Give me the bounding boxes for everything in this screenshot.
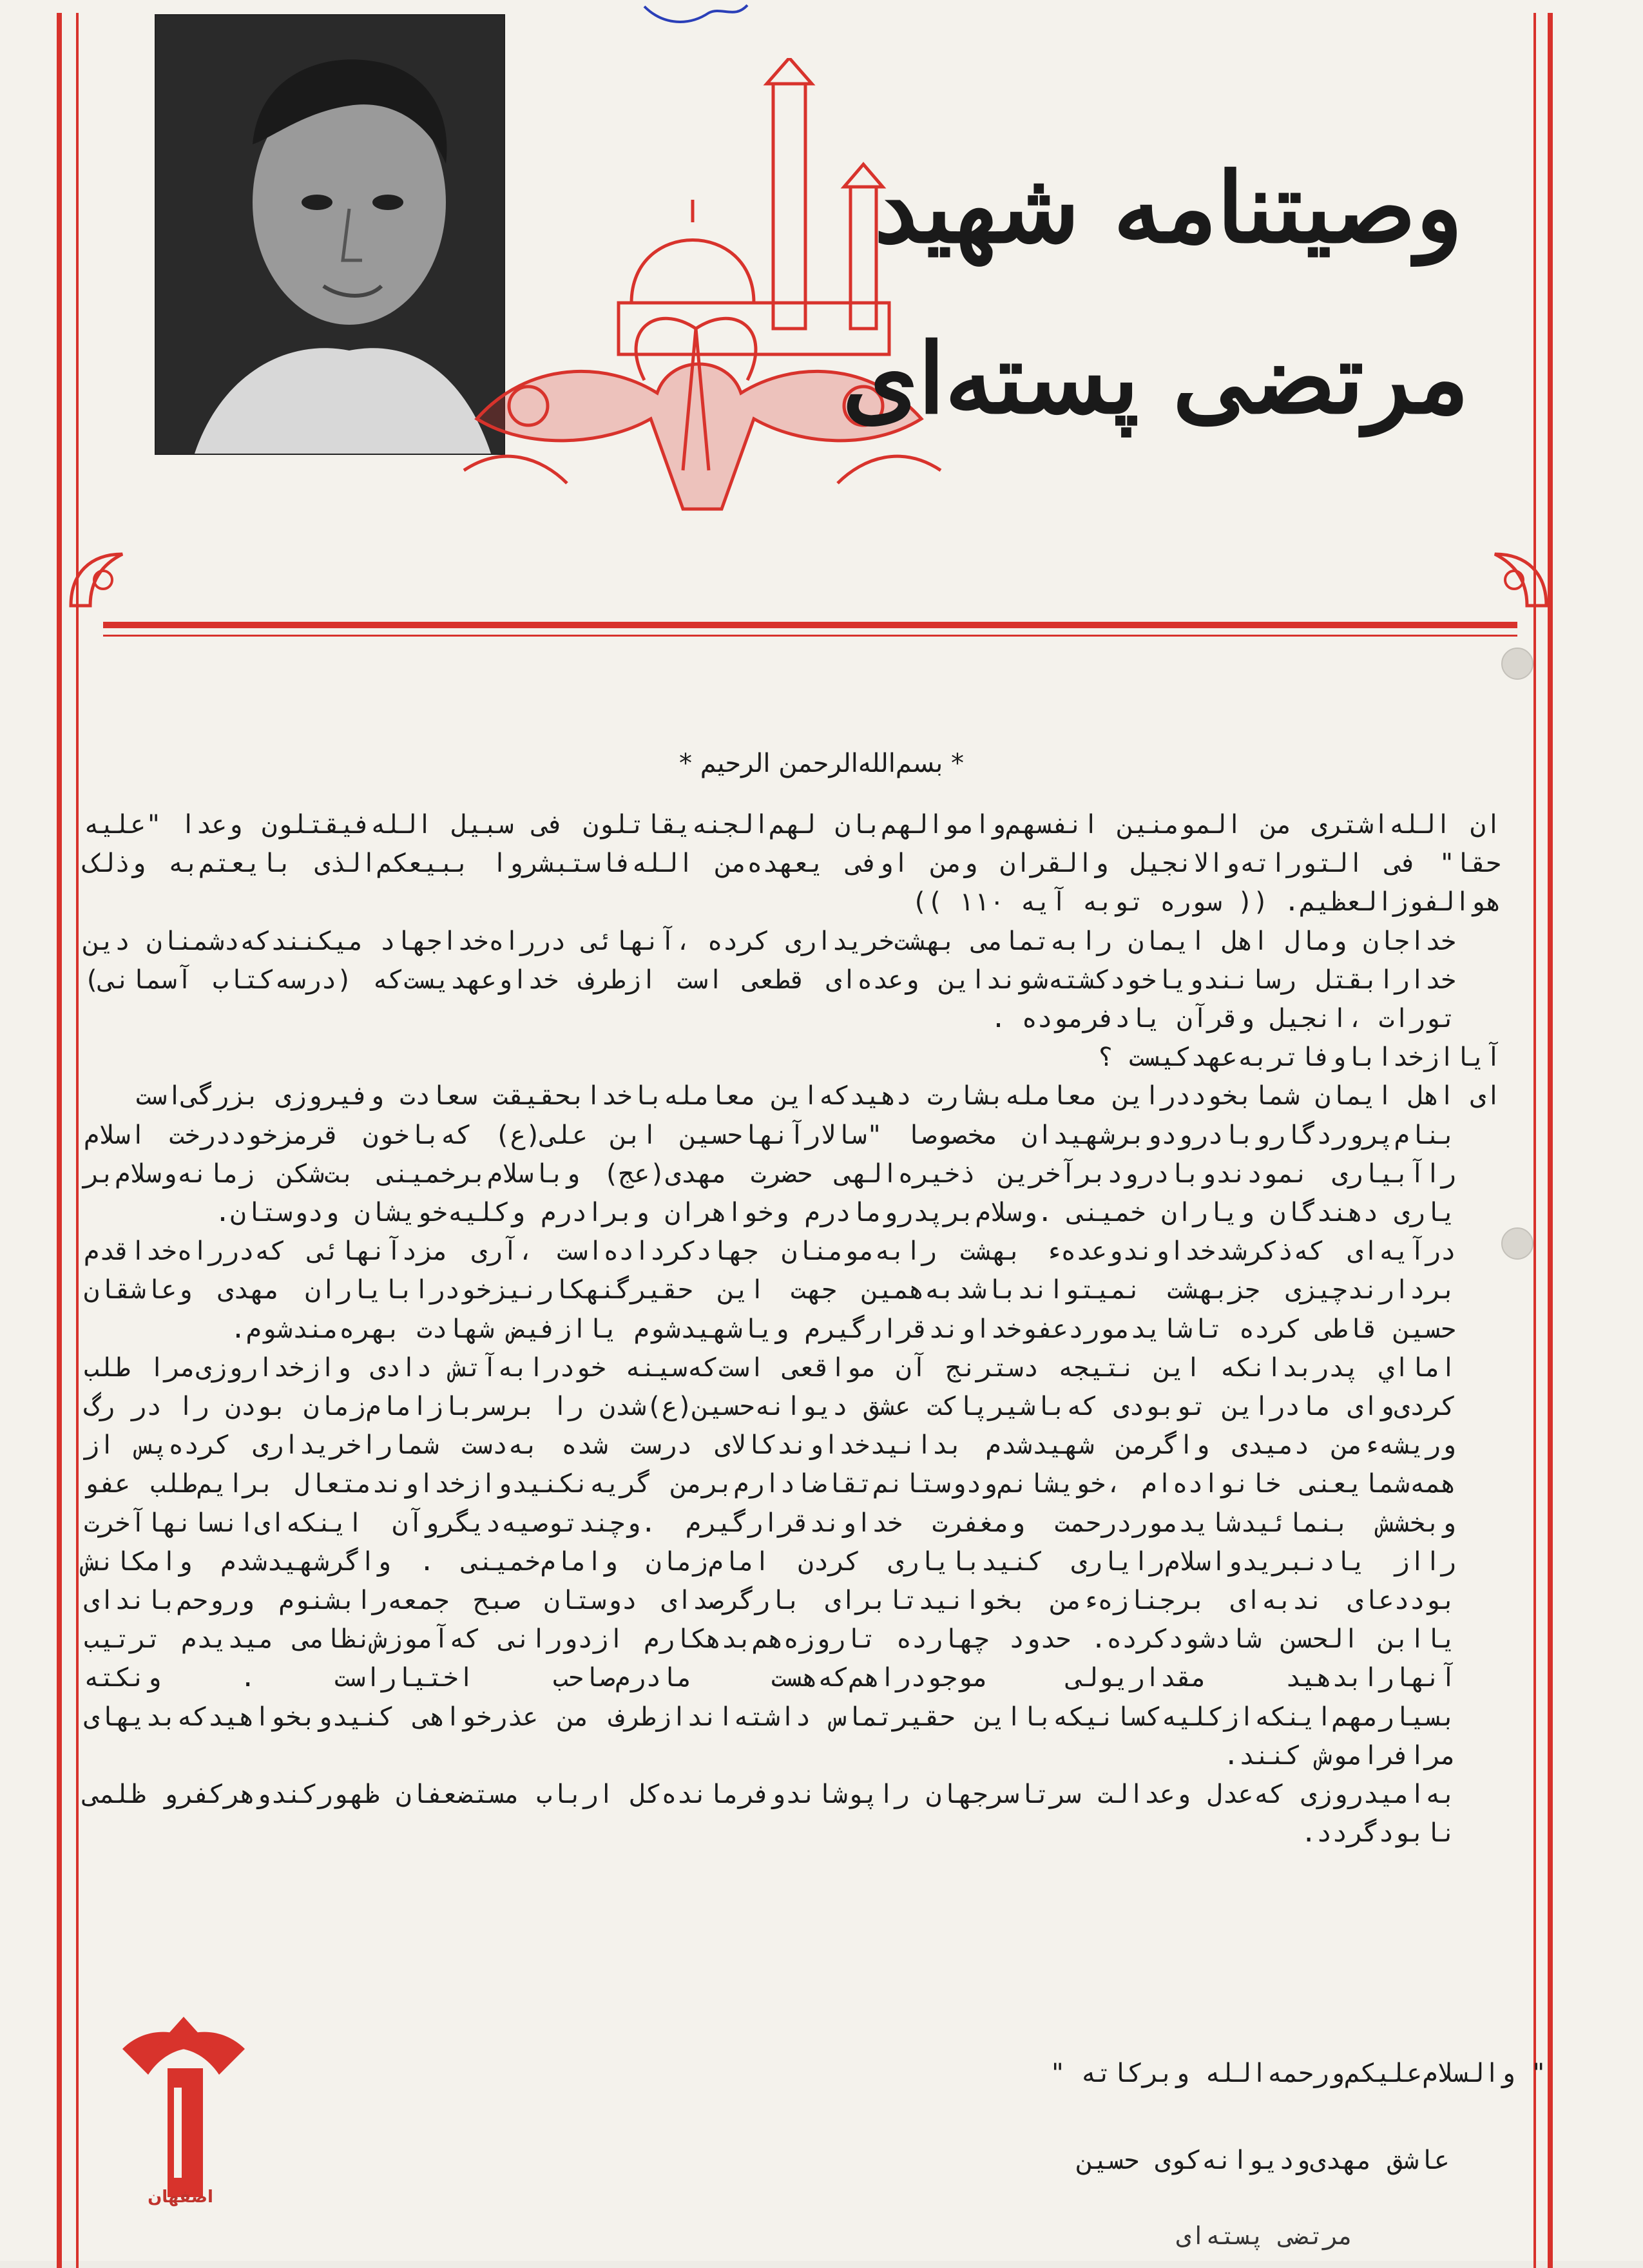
punch-hole-top — [1501, 648, 1533, 680]
paragraph-hope: به‌امیدروزی که‌عدل وعدالت سرتاسرجهان راپوشاندوفرمانده‌کل ارباب مستضعفان ظهورکندوهرکفرو ظلمی نابودگردد. — [84, 1780, 1456, 1849]
paragraph-glad-tidings: ای اهل ایمان شمابخوددراین معامله‌بشارت دهیدکه‌این معامله‌باخدابحقیقت سعادت وفیروزی بزرگی‌است — [135, 1081, 1501, 1111]
red-frame-inner-left — [76, 13, 79, 2268]
signature-name: مرتضی پسته‌ای — [1176, 2222, 1353, 2250]
signature-epithet: عاشق مهدی‌ودیوانه‌کوی حسین — [1077, 2146, 1450, 2175]
paragraph-salutations: بنام‌پروردگاروبادرودوبرشهیدان مخصوصا "سالارآنهاحسین ابن علی(ع) که‌باخون قرمزخوددرخت اسلام راآبیاری نمودندوبادرودبرآخرین ذخیره‌الهی حضرت مهدی(عج) وباسلام‌برخمینی بت‌شکن زمانه‌وسلام‌بر یاری دهندگان ویاران خمینی .وسلام‌برپدرومادرم وخواهران وبرادرم وکلیه‌خویشان ودوستان. — [84, 1120, 1456, 1228]
foundation-emblem-logo — [110, 2010, 258, 2210]
document-title: وصیتنامه شهید — [874, 151, 1463, 265]
emblem-city-label: اصفهان — [148, 2187, 213, 2207]
paragraph-jihad: درآیه‌ای که‌ذکرشدخداوندوعده‌ء بهشت رابه‌مومنان جهادکرداده‌است ،آری مزدآنهائی که‌درراه‌خداقدم بردارندچیزی جزبهشت نمیتواندباشدبه‌همین جهت این حقیرگنهکارنیزخودرابایاران مهدی وعاشقان حسین قاطی کرده تاشایدموردعفوخداوندقرارگیرم ویاشهیدشوم یاازفیض شهادت بهره‌مندشوم. — [84, 1236, 1456, 1344]
corner-ornament-right — [1475, 535, 1553, 612]
paragraph-to-parents: امااي پدربدانکه این نتیجه دسترنج آن مواقعی است‌که‌سینه خودرابه‌آتش دادی وازخداروزی‌مرا طلب کردی‌وای مادراین توبودی که‌باشیرپاکت عشق دیوانه‌حسین(ع)شدن را برسربازامام‌زمان بودن را در رگ وریشه‌ءمن دمیدی واگرمن شهیدشدم بدانیدخداوندکالای درست شده به‌دست شماراخریداری کرده‌پس از همه‌شمایعنی خانواده‌ام ،خویشانم‌ودوستانم‌تقاضادارم‌برمن گریه‌نکنیدوازخداوندمتعال برایم‌طلب عفو وبخشش بنمائیدشایدموردرحمت ومغفرت خداوندقرارگیرم .وچندتوصیه‌دیگروآن اینکه‌ای‌انسانهاآخرت رااز یادنبریدواسلام‌رایاری کنیدبایاری کردن امام‌زمان وامام‌خمینی . واگرشهیدشدم وامکانش بوددعای ندبه‌ای برجنازه‌ءمن بخوانیدتابرای بارگرصدای دوستان صبح جمعه‌رابشنوم وروحم‌باندای یاابن الحسن شادشودکرده. حدود چهارده تاروزه‌هم‌بدهکارم ازدورانی که‌آموزش‌نظامی میدیدم ترتیب آنهارابدهید مقداریولی موجودراهم‌که‌هست مادرم‌صاحب اختیاراست . ونکته بسیارمهم‌اینکه‌ازکلیه‌کسانیکه‌بااین حقیرتماس داشته‌اندازطرف من عذرخواهی کنیدوبخواهیدکه‌بدیهای مرافراموش کنند. — [84, 1352, 1456, 1771]
corner-ornament-left — [64, 535, 142, 612]
will-body-text — [84, 805, 1501, 1852]
header-divider — [103, 622, 1517, 628]
red-frame-inner-right — [1533, 13, 1536, 2268]
paragraph-promise: خداجان ومال اهل ایمان رابه‌تمامی بهشت‌خریداری کرده ،آنهائی درراه‌خداجهاد میکنندکه‌دشمنان دین خدارابقتل رسانندویاخودکشته‌شونداین وعده‌ای قطعی است ازطرف خداوعهدیست‌که (درسه‌کتاب آسمانی) تورات ،انجیل وقرآن یادفرموده . — [84, 926, 1456, 1034]
punch-hole-bottom — [1501, 1227, 1533, 1260]
closing-salutation: " والسلام‌علیکم‌ورحمه‌الله وبرکاته " — [1050, 2059, 1546, 2088]
shrine-dove-illustration — [451, 58, 954, 561]
header-divider-thin — [103, 635, 1517, 637]
martyr-name-title: مرتضی پسته‌ای — [842, 322, 1469, 436]
paragraph-quran-verse: ان الله‌اشتری من المومنین انفسهم‌واموالهم‌بان لهم‌الجنه‌یقاتلون فی سبیل الله‌فیقتلون وعدا "علیه حقا" فی التوراته‌والانجیل والقران ومن اوفی یعهده‌من الله‌فاستبشروا ببیعکم‌الذی بایعتم‌به وذلک هوالفوزالعظیم. (( سوره توبه آیه ۱۱۰ )) — [84, 810, 1501, 918]
paragraph-question: آیاازخداباوفاتربه‌عهدکیست ؟ — [1097, 1043, 1501, 1073]
basmala-heading: * بسم‌الله‌الرحمن الرحیم * — [678, 749, 965, 778]
blue-ink-mark — [638, 0, 754, 32]
